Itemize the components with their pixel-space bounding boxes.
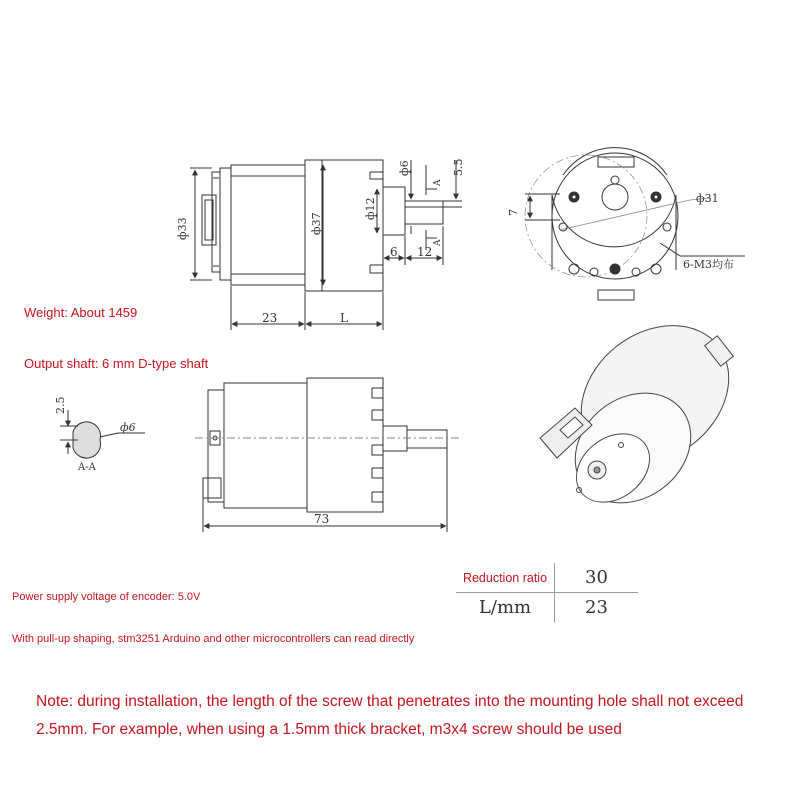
holes-note: 6-M3均布 bbox=[683, 258, 734, 271]
installation-note: Note: during installation, the length of the screw that penetrates into the mounting hole shall not exceed 2.5mm. For example, when using a 1.5mm thick bracket, m3x4 screw should be used bbox=[36, 693, 744, 738]
section-aa bbox=[60, 410, 145, 458]
dim-6: 6 bbox=[390, 245, 398, 259]
pullup-note: With pull-up shaping, stm3251 Arduino and other microcontrollers can read directly bbox=[12, 633, 415, 645]
dim-d33: ф33 bbox=[176, 217, 189, 240]
section-a-bottom: A bbox=[433, 239, 443, 246]
dim-d31: ф31 bbox=[696, 192, 719, 205]
ratio-value: 30 bbox=[555, 563, 639, 593]
dim-L: L bbox=[340, 311, 348, 325]
table-row bbox=[456, 593, 638, 623]
side-view bbox=[195, 378, 460, 532]
dim-5-5: 5.5 bbox=[452, 158, 465, 176]
dim-d6: ф6 bbox=[398, 160, 411, 176]
dim-73: 73 bbox=[314, 512, 330, 526]
ratio-label: Reduction ratio bbox=[456, 563, 555, 593]
dim-2-5: 2.5 bbox=[54, 396, 67, 414]
section-label: A-A bbox=[78, 462, 96, 473]
end-view bbox=[525, 148, 745, 300]
length-label: L/mm bbox=[456, 593, 555, 623]
length-value: 23 bbox=[585, 597, 608, 618]
voltage-note: Power supply voltage of encoder: 5.0V bbox=[12, 591, 201, 603]
dim-d37: ф37 bbox=[310, 212, 323, 235]
shaft-note: Output shaft: 6 mm D-type shaft bbox=[24, 356, 209, 371]
section-d6: ф6 bbox=[120, 421, 136, 434]
spec-table bbox=[456, 563, 638, 622]
dim-7: 7 bbox=[507, 209, 520, 216]
dim-d12: ф12 bbox=[364, 197, 377, 220]
weight-note: Weight: About 1459 bbox=[24, 305, 138, 320]
iso-view bbox=[540, 297, 756, 526]
table-row bbox=[456, 563, 638, 593]
section-a-top: A bbox=[433, 179, 443, 186]
dim-12: 12 bbox=[417, 245, 433, 259]
dim-23: 23 bbox=[262, 311, 278, 325]
